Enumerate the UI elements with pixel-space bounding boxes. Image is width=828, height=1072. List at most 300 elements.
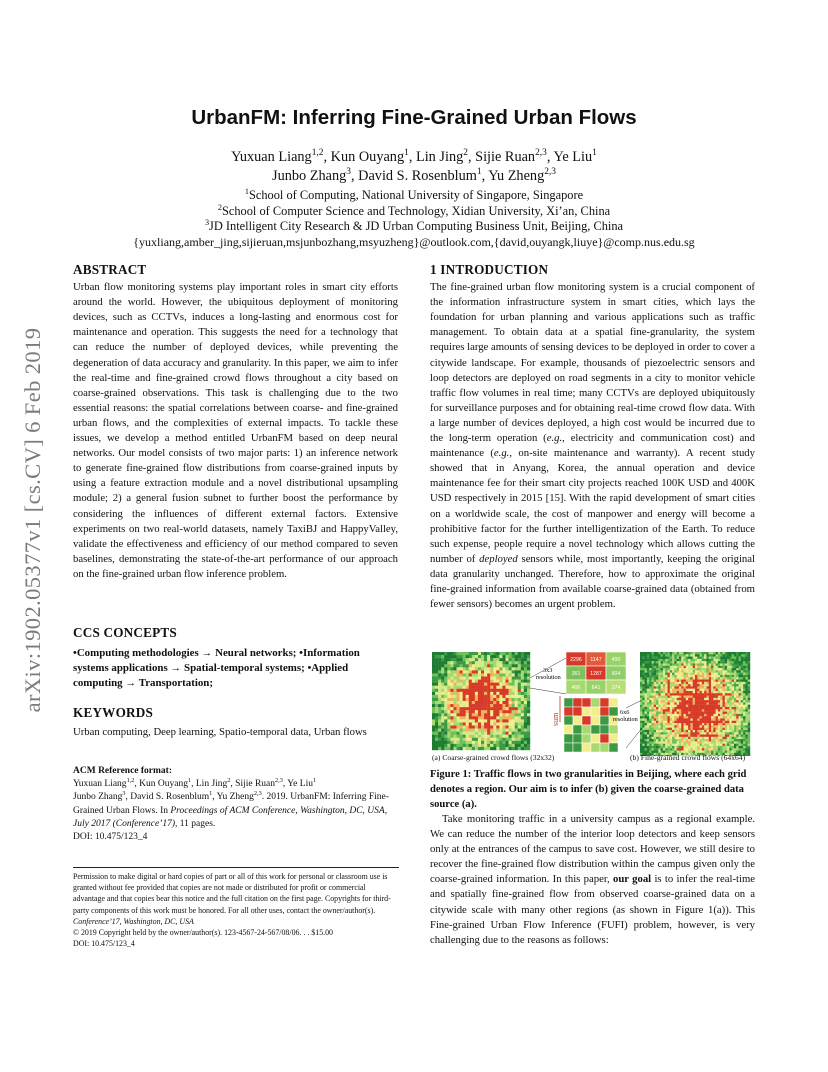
fine-cell [654, 657, 656, 659]
fine-cell [695, 723, 697, 725]
coarse-cell [438, 695, 441, 698]
coarse-cell [502, 695, 505, 698]
fine-cell [732, 693, 734, 695]
coarse-cell [435, 670, 438, 673]
coarse-cell [487, 658, 490, 661]
fine-cell [745, 753, 747, 755]
fine-cell [709, 680, 711, 682]
coarse-cell [460, 661, 463, 664]
fine-cell [665, 735, 667, 737]
fine-cell [709, 684, 711, 686]
fine-cell [743, 693, 745, 695]
fine-cell [688, 702, 690, 704]
fine-cell [729, 741, 731, 743]
fine-cell [686, 661, 688, 663]
coarse-cell [469, 695, 472, 698]
fine-cell [681, 732, 683, 734]
coarse-cell [466, 664, 469, 667]
fine-cell [677, 702, 679, 704]
fine-cell [709, 657, 711, 659]
fine-cell [704, 682, 706, 684]
fine-cell [739, 712, 741, 714]
fine-cell [723, 675, 725, 677]
fine-cell [679, 680, 681, 682]
coarse-cell [435, 698, 438, 701]
fine-cell [706, 732, 708, 734]
fine-cell [720, 680, 722, 682]
fine-cell [647, 654, 649, 656]
coarse-cell [435, 677, 438, 680]
fine-cell [661, 691, 663, 693]
coarse-cell [432, 722, 435, 725]
fine-cell [723, 657, 725, 659]
fine-cell [706, 714, 708, 716]
coarse-cell [521, 729, 524, 732]
coarse-cell [527, 667, 530, 670]
fine-cell [645, 661, 647, 663]
fine-cell [679, 718, 681, 720]
coarse-cell [478, 744, 481, 747]
fine-cell [668, 689, 670, 691]
fine-cell [718, 709, 720, 711]
coarse-cell [484, 664, 487, 667]
coarse-cell [432, 689, 435, 692]
fine-cell [645, 732, 647, 734]
fine-cell [718, 744, 720, 746]
coarse-cell [487, 722, 490, 725]
fine-cell [647, 714, 649, 716]
coarse-cell [518, 726, 521, 729]
fine-cell [649, 716, 651, 718]
coarse-cell [435, 686, 438, 689]
fine-cell [663, 677, 665, 679]
fine-cell [681, 718, 683, 720]
fine-cell [718, 654, 720, 656]
fine-cell [745, 748, 747, 750]
fine-cell [668, 725, 670, 727]
fine-cell [661, 693, 663, 695]
fine-cell [649, 663, 651, 665]
fine-cell [651, 677, 653, 679]
coarse-cell [466, 695, 469, 698]
fine-cell [702, 668, 704, 670]
fine-cell [713, 739, 715, 741]
coarse-cell [435, 692, 438, 695]
coarse-cell [438, 738, 441, 741]
coarse-cell [518, 719, 521, 722]
fine-cell [736, 677, 738, 679]
fine-cell [743, 659, 745, 661]
fine-cell [647, 689, 649, 691]
fine-cell [729, 661, 731, 663]
fine-cell [713, 718, 715, 720]
fine-cell [727, 666, 729, 668]
fine-cell [725, 735, 727, 737]
fine-cell [700, 682, 702, 684]
fine-cell [704, 661, 706, 663]
fine-cell [658, 691, 660, 693]
coarse-cell [490, 732, 493, 735]
fine-cell [741, 675, 743, 677]
coarse-cell [493, 652, 496, 655]
coarse-cell [453, 695, 456, 698]
fine-cell [681, 696, 683, 698]
fine-cell [745, 718, 747, 720]
fine-cell [709, 686, 711, 688]
coarse-cell [502, 701, 505, 704]
fine-cell [734, 741, 736, 743]
fine-cell [642, 721, 644, 723]
coarse-cell [460, 744, 463, 747]
fine-cell [677, 682, 679, 684]
coarse-cell [472, 701, 475, 704]
coarse-cell [493, 713, 496, 716]
fine-cell [665, 702, 667, 704]
fine-cell [711, 698, 713, 700]
fine-cell [711, 663, 713, 665]
coarse-cell [481, 722, 484, 725]
fine-cell [656, 716, 658, 718]
fine-cell [734, 744, 736, 746]
fine-cell [729, 659, 731, 661]
fine-cell [688, 709, 690, 711]
fine-cell [718, 732, 720, 734]
coarse-cell [527, 701, 530, 704]
coarse-cell [509, 689, 512, 692]
fine-cell [681, 675, 683, 677]
fine-cell [743, 716, 745, 718]
fine-cell [709, 668, 711, 670]
fine-cell [720, 675, 722, 677]
fine-cell [741, 732, 743, 734]
fine-cell [651, 659, 653, 661]
fine-cell [654, 670, 656, 672]
fine-cell [663, 680, 665, 682]
fine-cell [748, 652, 750, 654]
fine-cell [645, 657, 647, 659]
fine-cell [706, 737, 708, 739]
fine-cell [640, 686, 642, 688]
fine-cell [661, 705, 663, 707]
fine-cell [677, 721, 679, 723]
coarse-cell [460, 713, 463, 716]
fine-cell [700, 659, 702, 661]
coarse-cell [524, 716, 527, 719]
fine-cell [716, 659, 718, 661]
coarse-cell [493, 683, 496, 686]
fine-cell [716, 668, 718, 670]
fine-cell [665, 700, 667, 702]
fine-cell [736, 668, 738, 670]
label-3x3: 3x3 [543, 667, 553, 674]
fine-cell [647, 732, 649, 734]
figure-1-caption: Figure 1: Traffic flows in two granularities in Beijing, where each grid denotes a region. Our aim is to infer (b) given the coarse-grained data source (a). [430, 769, 747, 811]
fine-cell [732, 689, 734, 691]
coarse-cell [447, 710, 450, 713]
fine-cell [661, 680, 663, 682]
fine-cell [732, 686, 734, 688]
fine-cell [647, 700, 649, 702]
fine-cell [684, 652, 686, 654]
fine-cell [741, 723, 743, 725]
fine-cell [656, 689, 658, 691]
zoom-fine-cell [591, 734, 600, 743]
coarse-cell [463, 695, 466, 698]
fine-cell [677, 652, 679, 654]
coarse-cell [453, 686, 456, 689]
coarse-cell [499, 680, 502, 683]
coarse-cell [481, 726, 484, 729]
fine-cell [674, 718, 676, 720]
coarse-cell [475, 667, 478, 670]
fine-cell [656, 654, 658, 656]
coarse-cell [499, 689, 502, 692]
coarse-cell [466, 726, 469, 729]
fine-cell [720, 689, 722, 691]
coarse-cell [441, 658, 444, 661]
fine-cell [700, 663, 702, 665]
fine-cell [656, 698, 658, 700]
coarse-cell [438, 692, 441, 695]
fine-cell [649, 700, 651, 702]
fine-cell [716, 732, 718, 734]
coarse-cell [457, 713, 460, 716]
fine-cell [748, 698, 750, 700]
fine-cell [672, 728, 674, 730]
fine-cell [741, 680, 743, 682]
fine-cell [741, 705, 743, 707]
fine-cell [686, 702, 688, 704]
coarse-cell [509, 652, 512, 655]
fine-cell [684, 691, 686, 693]
fine-cell [654, 654, 656, 656]
fine-cell [661, 682, 663, 684]
fine-cell [725, 741, 727, 743]
fine-cell [690, 702, 692, 704]
fine-cell [681, 739, 683, 741]
coarse-cell [478, 738, 481, 741]
fine-cell [702, 675, 704, 677]
fine-cell [663, 705, 665, 707]
coarse-cell [450, 686, 453, 689]
fine-cell [684, 661, 686, 663]
fine-cell [690, 686, 692, 688]
fine-cell [706, 673, 708, 675]
coarse-cell [469, 704, 472, 707]
fine-cell [723, 659, 725, 661]
fine-cell [743, 735, 745, 737]
fine-cell [702, 739, 704, 741]
coarse-cell [478, 652, 481, 655]
coarse-cell [506, 744, 509, 747]
paper-title: UrbanFM: Inferring Fine-Grained Urban Flows [191, 106, 637, 129]
coarse-cell [487, 719, 490, 722]
coarse-cell [496, 741, 499, 744]
coarse-cell [444, 661, 447, 664]
fine-cell [695, 741, 697, 743]
coarse-cell [472, 719, 475, 722]
fine-cell [739, 714, 741, 716]
coarse-cell [447, 729, 450, 732]
fine-cell [743, 677, 745, 679]
fine-cell [693, 723, 695, 725]
fine-cell [720, 666, 722, 668]
fine-cell [693, 689, 695, 691]
fine-cell [725, 654, 727, 656]
fine-cell [693, 684, 695, 686]
coarse-cell [506, 683, 509, 686]
coarse-cell [457, 680, 460, 683]
fine-cell [693, 673, 695, 675]
fine-cell [679, 716, 681, 718]
fine-cell [647, 705, 649, 707]
coarse-cell [518, 655, 521, 658]
fine-cell [645, 705, 647, 707]
abstract-heading: ABSTRACT [73, 262, 147, 277]
fine-cell [706, 728, 708, 730]
fine-cell [727, 677, 729, 679]
fine-cell [654, 700, 656, 702]
coarse-cell [496, 661, 499, 664]
coarse-cell [438, 680, 441, 683]
coarse-cell [524, 658, 527, 661]
fine-cell [697, 732, 699, 734]
fine-cell [697, 746, 699, 748]
fine-cell [734, 712, 736, 714]
fine-cell [718, 741, 720, 743]
coarse-cell [524, 729, 527, 732]
fine-cell [727, 700, 729, 702]
coarse-cell [447, 747, 450, 750]
coarse-cell [460, 741, 463, 744]
fine-cell [674, 684, 676, 686]
coarse-cell [490, 686, 493, 689]
coarse-cell [441, 729, 444, 732]
fine-cell [709, 652, 711, 654]
fine-cell [697, 716, 699, 718]
fine-cell [649, 707, 651, 709]
zoom-fine-cell [573, 716, 582, 725]
coarse-cell [460, 738, 463, 741]
fine-cell [702, 730, 704, 732]
coarse-cell [509, 698, 512, 701]
fine-cell [741, 693, 743, 695]
fine-cell [670, 686, 672, 688]
coarse-cell [472, 670, 475, 673]
coarse-cell [506, 707, 509, 710]
fine-cell [720, 725, 722, 727]
fine-cell [716, 735, 718, 737]
fine-cell [741, 700, 743, 702]
fine-cell [679, 693, 681, 695]
fine-cell [697, 707, 699, 709]
fine-cell [654, 728, 656, 730]
fine-cell [654, 721, 656, 723]
fine-cell [718, 718, 720, 720]
coarse-cell [490, 744, 493, 747]
coarse-cell [527, 677, 530, 680]
fine-cell [640, 744, 642, 746]
fine-cell [725, 652, 727, 654]
fine-cell [690, 746, 692, 748]
coarse-cell [444, 683, 447, 686]
coarse-cell [512, 692, 515, 695]
zoom-fine-cell [582, 734, 591, 743]
fine-cell [645, 654, 647, 656]
coarse-cell [518, 658, 521, 661]
fine-cell [697, 691, 699, 693]
fine-cell [704, 666, 706, 668]
fine-cell [672, 675, 674, 677]
fine-cell [661, 702, 663, 704]
fine-cell [677, 661, 679, 663]
fine-cell [670, 712, 672, 714]
fine-cell [727, 670, 729, 672]
fine-cell [725, 661, 727, 663]
fine-cell [697, 737, 699, 739]
fine-cell [663, 718, 665, 720]
fine-cell [651, 739, 653, 741]
fine-cell [748, 675, 750, 677]
fine-cell [741, 746, 743, 748]
coarse-cell [469, 652, 472, 655]
coarse-cell [518, 741, 521, 744]
fine-cell [684, 705, 686, 707]
fine-cell [686, 709, 688, 711]
fine-cell [745, 654, 747, 656]
coarse-cell [518, 729, 521, 732]
fine-cell [716, 696, 718, 698]
fine-cell [739, 682, 741, 684]
coarse-cell [447, 726, 450, 729]
fine-cell [661, 707, 663, 709]
fine-cell [700, 741, 702, 743]
fine-cell [642, 652, 644, 654]
coarse-cell [487, 701, 490, 704]
fine-cell [720, 652, 722, 654]
fine-cell [688, 689, 690, 691]
coarse-cell [524, 689, 527, 692]
coarse-cell [484, 710, 487, 713]
fine-cell [642, 744, 644, 746]
coarse-cell [502, 673, 505, 676]
coarse-cell [515, 695, 518, 698]
fine-cell [686, 732, 688, 734]
fine-cell [684, 675, 686, 677]
fine-cell [674, 670, 676, 672]
coarse-cell [447, 707, 450, 710]
fine-cell [704, 696, 706, 698]
coarse-cell [499, 667, 502, 670]
fine-cell [736, 698, 738, 700]
fine-cell [734, 735, 736, 737]
fine-cell [729, 716, 731, 718]
fine-cell [681, 673, 683, 675]
coarse-cell [506, 673, 509, 676]
coarse-cell [463, 661, 466, 664]
fine-cell [690, 730, 692, 732]
coarse-cell [524, 738, 527, 741]
fine-cell [716, 714, 718, 716]
coarse-cell [475, 738, 478, 741]
fine-cell [700, 739, 702, 741]
ccs-heading: CCS CONCEPTS [73, 625, 177, 640]
coarse-cell [512, 710, 515, 713]
coarse-cell [478, 729, 481, 732]
fine-cell [649, 744, 651, 746]
coarse-cell [463, 744, 466, 747]
fine-cell [647, 716, 649, 718]
